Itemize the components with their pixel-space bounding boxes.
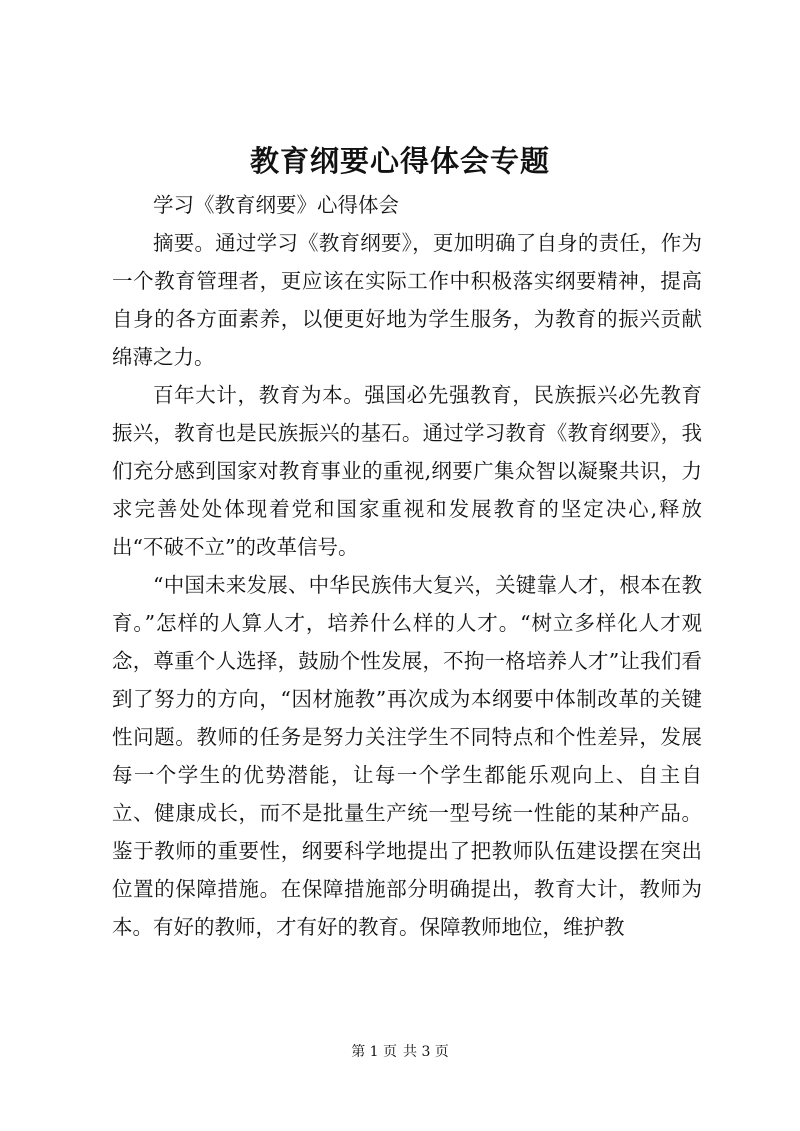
page-footer <box>0 1042 800 1062</box>
page-total: 共 3 页 <box>403 1044 449 1060</box>
page-title: 教育纲要心得体会专题 <box>249 144 550 178</box>
body-paragraph: 百年大计，教育为本。强国必先强教育，民族振兴必先教育振兴，教育也是民族振兴的基石。通过学习教育《教育纲要》，我们充分感到国家对教育事业的重视,纲要广集众智以凝聚共识，力求完善处处体现着党和国家重视和发展教育的坚定决心,释放出“不破不立”的改革信号。 <box>112 383 702 559</box>
abstract-paragraph: 摘要。通过学习《教育纲要》，更加明确了自身的责任，作为一个教育管理者，更应该在实际工作中积极落实纲要精神，提高自身的各方面素养，以便更好地为学生服务，为教育的振兴贡献绵薄之力。 <box>112 231 702 369</box>
page-number: 第 1 页 <box>351 1044 397 1060</box>
body-paragraph: “中国未来发展、中华民族伟大复兴，关键靠人才，根本在教育。”怎样的人算人才，培养什么样的人才。“树立多样化人才观念，尊重个人选择，鼓励个性发展，不拘一格培养人才”让我们看到了努力的方向，“因材施教”再次成为本纲要中体制改革的关键性问题。教师的任务是努力关注学生不同特点和个性差异，发展每一个学生的优势潜能，让每一个学生都能乐观向上、自主自立、健康成长，而不是批量生产统一型号统一性能的某种产品。鉴于教师的重要性，纲要科学地提出了把教师队伍建设摆在突出位置的保障措施。在保障措施部分明确提出，教育大计，教师为本。有好的教师，才有好的教育。保障教师地位，维护教 <box>112 573 702 939</box>
subtitle-paragraph: 学习《教育纲要》心得体会 <box>153 193 399 217</box>
document-body <box>112 186 702 946</box>
